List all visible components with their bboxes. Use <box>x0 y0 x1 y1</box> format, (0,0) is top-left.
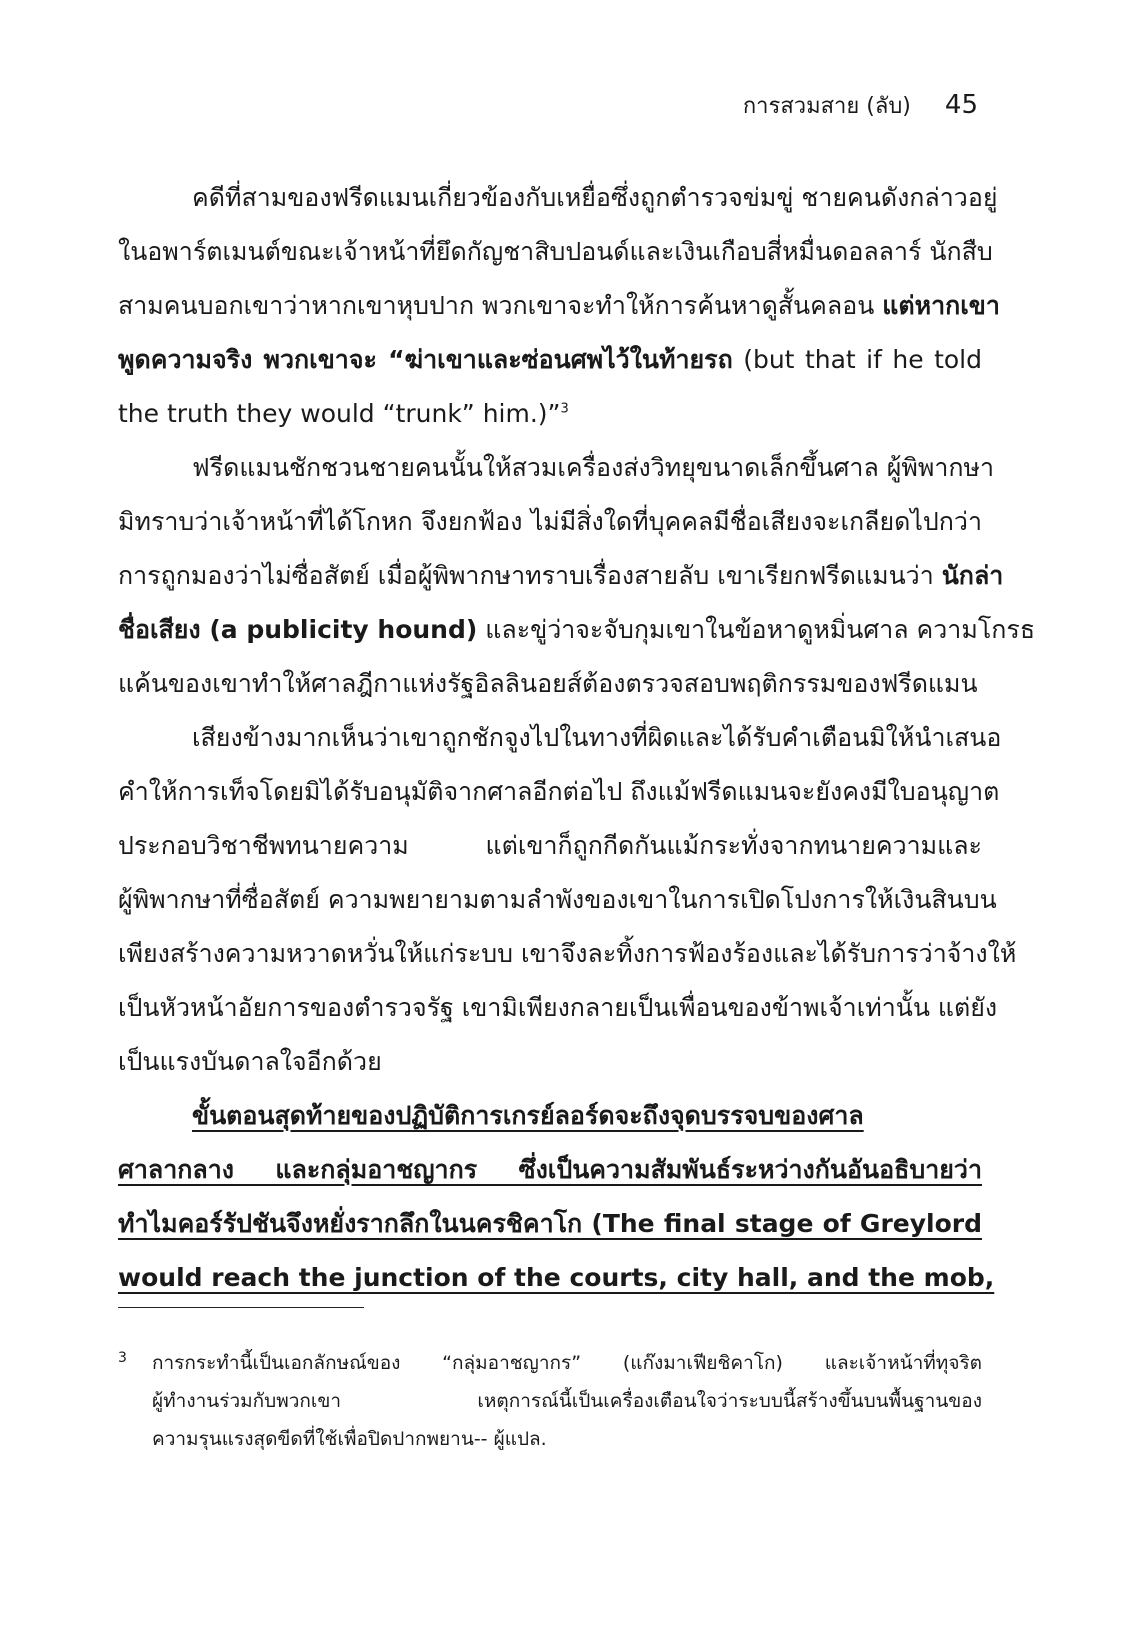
paragraph-3-line-4: ผู้พิพากษาที่ซื่อสัตย์ ความพยายามตามลำพังของเขาในการเปิดโปงการให้เงินสินบน <box>118 885 997 914</box>
paragraph-3-line-1: เสียงข้างมากเห็นว่าเขาถูกชักจูงไปในทางที่ผิดและได้รับคำเตือนมิให้นำเสนอ <box>192 723 1002 752</box>
paragraph-1-line-1: คดีที่สามของฟรีดแมนเกี่ยวข้องกับเหยื่อซึ่งถูกตำรวจข่มขู่ ชายคนดังกล่าวอยู่ <box>192 183 998 212</box>
bold-text-run: แต่หากเขา <box>882 291 1000 320</box>
footnote <box>118 1344 982 1458</box>
paragraph-4-line-1 <box>118 1089 982 1143</box>
paragraph-4-line-2 <box>118 1143 982 1197</box>
footnote-line-1: การกระทำนี้เป็นเอกลักษณ์ของ “กลุ่มอาชญากร” (แก๊งมาเฟียชิคาโก) และเจ้าหน้าที่ทุจริต <box>152 1352 982 1374</box>
bold-text-run: พูดความจริง พวกเขาจะ “ฆ่าเขาและซ่อนศพไว้ในท้ายรถ <box>118 345 733 374</box>
running-header <box>743 88 978 122</box>
bold-text-run: ชื่อเสียง (a publicity hound) <box>118 615 478 644</box>
paragraph-2-line-3 <box>118 549 1004 603</box>
paragraph-4-line-3 <box>118 1197 982 1251</box>
paragraph-1-line-3 <box>118 279 1000 333</box>
paragraph-1-line-2: ในอพาร์ตเมนต์ขณะเจ้าหน้าที่ยึดกัญชาสิบปอนด์และเงินเกือบสี่หมื่นดอลลาร์ นักสืบ <box>118 237 993 266</box>
footnote-line-2: ผู้ทำงานร่วมกับพวกเขา เหตุการณ์นี้เป็นเครื่องเตือนใจว่าระบบนี้สร้างขึ้นบนพื้นฐานของ <box>152 1390 982 1412</box>
bold-underlined-text: ศาลากลาง และกลุ่มอาชญากร ซึ่งเป็นความสัมพันธ์ระหว่างกันอันอธิบายว่า <box>118 1155 982 1184</box>
text-run: การถูกมองว่าไม่ซื่อสัตย์ เมื่อผู้พิพากษาทราบเรื่องสายลับ เขาเรียกฟรีดแมนว่า <box>118 561 942 590</box>
paragraph-2-line-2: มิทราบว่าเจ้าหน้าที่ได้โกหก จึงยกฟ้อง ไม่มีสิ่งใดที่บุคคลมีชื่อเสียงจะเกลียดไปกว่า <box>118 507 982 536</box>
bold-underlined-text: ขั้นตอนสุดท้ายของปฏิบัติการเกรย์ลอร์ดจะถึงจุดบรรจบของศาล <box>192 1101 864 1130</box>
bold-text-run: นักล่า <box>941 561 1004 590</box>
footnote-line-3: ความรุนแรงสุดขีดที่ใช้เพื่อปิดปากพยาน-- ผู้แปล. <box>152 1428 547 1450</box>
paragraph-3-line-2: คำให้การเท็จโดยมิได้รับอนุมัติจากศาลอีกต่อไป ถึงแม้ฟรีดแมนจะยังคงมีใบอนุญาต <box>118 777 1000 806</box>
paragraph-2-line-4 <box>118 603 1036 657</box>
text-run: (but that if he told <box>732 345 982 374</box>
text-run: the truth they would “trunk” him.)” <box>118 399 561 428</box>
paragraph-1-line-4 <box>118 333 982 387</box>
footnote-text <box>152 1344 982 1458</box>
paragraph-4-line-4 <box>118 1251 995 1305</box>
bold-underlined-text: would reach the junction of the courts, city hall, and the mob, <box>118 1263 995 1292</box>
text-run: และขู่ว่าจะจับกุมเขาในข้อหาดูหมิ่นศาล ความโกรธ <box>477 615 1036 644</box>
text-run: สามคนบอกเขาว่าหากเขาหุบปาก พวกเขาจะทำให้การค้นหาดูสั้นคลอน <box>118 291 883 320</box>
bold-underlined-text: ทำไมคอร์รัปชันจึงหยั่งรากลึกในนครชิคาโก (The final stage of Greylord <box>118 1209 982 1238</box>
paragraph-2-line-1: ฟรีดแมนชักชวนชายคนนั้นให้สวมเครื่องส่งวิทยุขนาดเล็กขึ้นศาล ผู้พิพากษา <box>192 453 995 482</box>
footnote-mark: 3 <box>118 1350 127 1366</box>
paragraph-3-line-6: เป็นหัวหน้าอัยการของตำรวจรัฐ เขามิเพียงกลายเป็นเพื่อนของข้าพเจ้าเท่านั้น แต่ยัง <box>118 993 998 1022</box>
paragraph-3-line-7: เป็นแรงบันดาลใจอีกด้วย <box>118 1047 382 1076</box>
paragraph-3-line-3: ประกอบวิชาชีพทนายความ แต่เขาก็ถูกกีดกันแม้กระทั่งจากทนายความและ <box>118 831 982 860</box>
paragraph-1-line-5 <box>118 387 982 441</box>
page-number: 45 <box>944 90 978 120</box>
footnote-reference[interactable]: 3 <box>560 401 569 417</box>
paragraph-2-line-5: แค้นของเขาทำให้ศาลฎีกาแห่งรัฐอิลลินอยส์ต้องตรวจสอบพฤติกรรมของฟรีดแมน <box>118 669 978 698</box>
chapter-title: การสวมสาย (ลับ) <box>742 94 911 119</box>
main-text <box>118 171 1036 1305</box>
footnote-divider <box>118 1307 364 1308</box>
paragraph-3-line-5: เพียงสร้างความหวาดหวั่นให้แก่ระบบ เขาจึงละทิ้งการฟ้องร้องและได้รับการว่าจ้างให้ <box>118 939 1017 968</box>
